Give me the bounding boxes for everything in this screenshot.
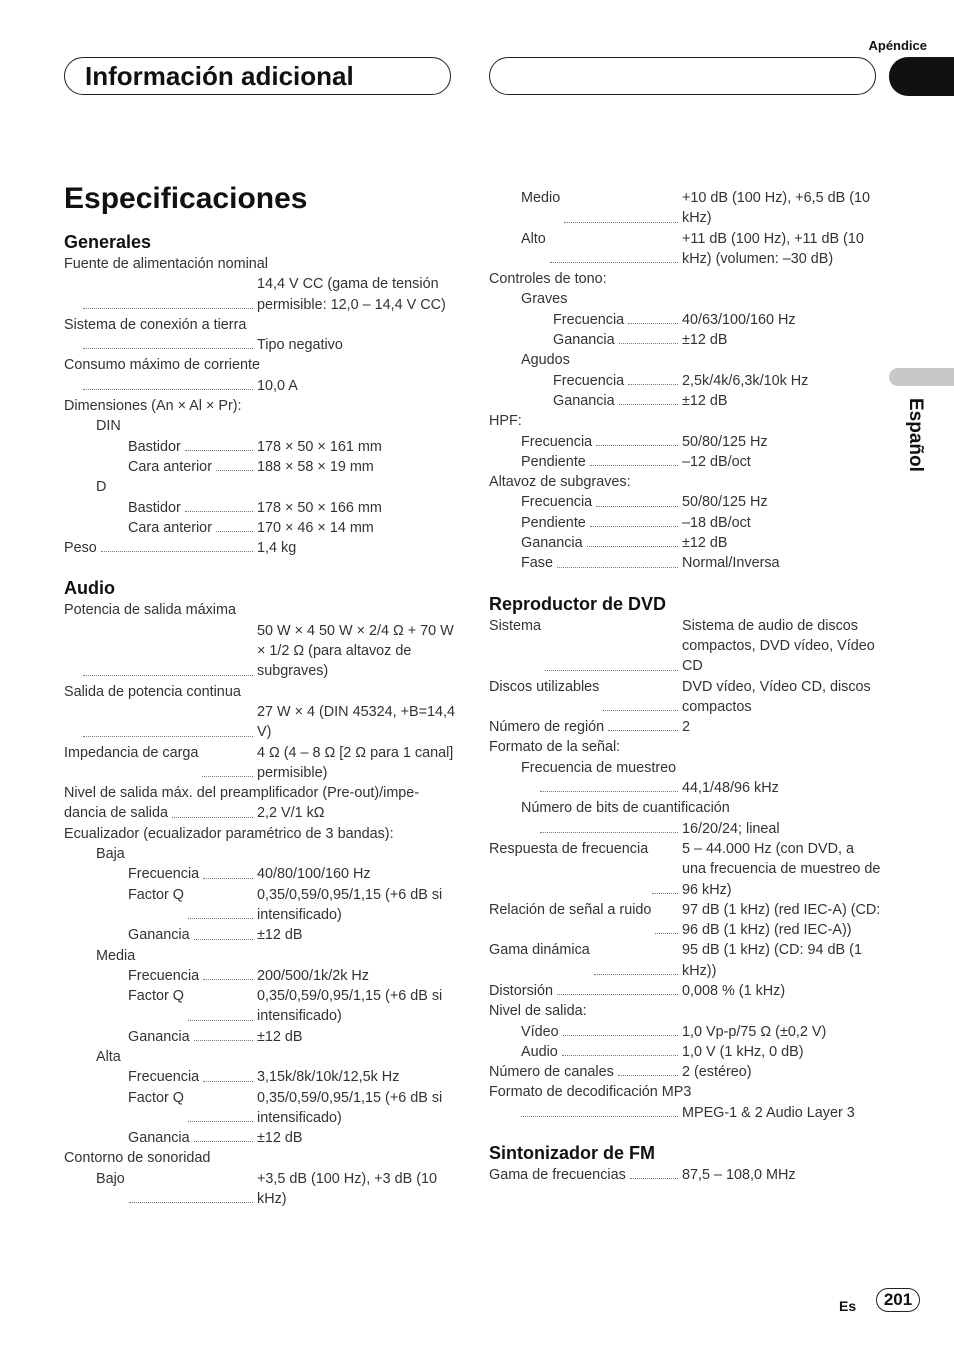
spec-value: 170 × 46 × 14 mm [257, 519, 374, 536]
spec-row [64, 702, 456, 743]
dot-leader [628, 310, 678, 324]
dot-leader [83, 335, 253, 349]
spec-value: 14,4 V CC (gama de tensión permisible: 12,0 – 14,4 V CC) [257, 276, 446, 313]
dot-leader [619, 330, 678, 344]
spec-heading: Potencia de salida máxima [64, 602, 236, 619]
dot-leader [129, 1169, 253, 1204]
spec-value: 5 – 44.000 Hz (con DVD, a una frecuencia de muestreo de 96 kHz) [682, 840, 881, 898]
spec-value: 2 [682, 719, 691, 736]
dot-leader [172, 803, 253, 817]
dot-leader [188, 1088, 253, 1123]
dot-leader [557, 553, 678, 567]
spec-value: ±12 dB [682, 332, 728, 349]
dot-leader [185, 498, 253, 512]
dot-leader [596, 432, 678, 446]
spec-row [64, 1088, 456, 1129]
spec-heading: Sistema de conexión a tierra [64, 316, 247, 333]
spec-label: Cara anterior [128, 519, 212, 536]
spec-label: Bajo [96, 1170, 125, 1187]
spec-row [489, 330, 881, 350]
spec-row [489, 1165, 881, 1185]
spec-heading: Media [96, 947, 136, 964]
spec-row [64, 925, 456, 945]
dot-leader [587, 533, 678, 547]
spec-heading: Nivel de salida máx. del preamplificador (Pre-out)/impe- [64, 785, 420, 802]
spec-row [64, 518, 456, 538]
spec-row [489, 553, 881, 573]
dot-leader [83, 274, 253, 309]
spec-label: Frecuencia [128, 1069, 200, 1086]
dot-leader [194, 1128, 253, 1142]
spec-label: Gama dinámica [489, 942, 590, 959]
spec-heading: Agudos [521, 352, 570, 369]
spec-value: 0,35/0,59/0,95/1,15 (+6 dB si intensificado) [257, 886, 443, 923]
spec-label: Frecuencia [128, 967, 200, 984]
dot-leader [594, 940, 678, 975]
spec-row [64, 803, 456, 823]
spec-row [64, 885, 456, 926]
spec-value: 4 Ω (4 – 8 Ω [2 Ω para 1 canal] permisible) [257, 744, 454, 781]
spec-value: ±12 dB [682, 535, 728, 552]
spec-row [489, 717, 881, 737]
spec-heading: Consumo máximo de corriente [64, 357, 260, 374]
dot-leader [618, 1062, 678, 1076]
spec-label: Impedancia de carga [64, 744, 199, 761]
spec-value: 178 × 50 × 161 mm [257, 438, 382, 455]
spec-label: Ganancia [128, 1130, 190, 1147]
spec-heading: Dimensiones (An × Al × Pr): [64, 398, 242, 415]
spec-heading: Nivel de salida: [489, 1003, 587, 1020]
spec-row [489, 616, 881, 677]
page-title: Especificaciones [64, 182, 308, 215]
spec-row [64, 1128, 456, 1148]
dot-leader [194, 1027, 253, 1041]
spec-row [489, 229, 881, 270]
spec-value: 27 W × 4 (DIN 45324, +B=14,4 V) [257, 703, 455, 741]
dot-leader [652, 839, 678, 894]
spec-row [489, 391, 881, 411]
spec-row [489, 900, 881, 941]
spec-label: Bastidor [128, 499, 181, 516]
spec-label: Ganancia [521, 535, 583, 552]
section-heading: Generales [64, 232, 152, 252]
spec-value: –12 dB/oct [682, 453, 751, 470]
section-tab [889, 57, 954, 96]
spec-row [64, 335, 456, 355]
spec-value: +11 dB (100 Hz), +11 dB (10 kHz) (volumen: –30 dB) [682, 230, 864, 267]
spec-value: 10,0 A [257, 377, 298, 394]
spec-value: 50/80/125 Hz [682, 494, 768, 511]
spec-value: 40/80/100/160 Hz [257, 866, 371, 883]
spec-row [489, 533, 881, 553]
dot-leader [216, 457, 253, 471]
spec-value: 40/63/100/160 Hz [682, 311, 796, 328]
dot-leader [83, 621, 253, 676]
header-title-box [64, 57, 451, 95]
spec-row [489, 452, 881, 472]
spec-value: 44,1/48/96 kHz [682, 780, 779, 797]
spec-heading: Frecuencia de muestreo [521, 759, 677, 776]
dot-leader [596, 492, 678, 506]
spec-label: Respuesta de frecuencia [489, 840, 649, 857]
spec-value: 0,35/0,59/0,95/1,15 (+6 dB si intensificado) [257, 988, 443, 1025]
spec-row [489, 839, 881, 900]
spec-heading: Baja [96, 846, 125, 863]
spec-row [489, 1042, 881, 1062]
spec-value: Tipo negativo [257, 337, 343, 354]
spec-label: Cara anterior [128, 458, 212, 475]
dot-leader [655, 900, 678, 935]
spec-label: Fase [521, 555, 553, 572]
spec-row [489, 432, 881, 452]
spec-label: Factor Q [128, 1089, 184, 1106]
spec-label: Ganancia [553, 392, 615, 409]
dot-leader [101, 538, 253, 552]
spec-value: 0,35/0,59/0,95/1,15 (+6 dB si intensificado) [257, 1089, 443, 1126]
dot-leader [590, 513, 678, 527]
dot-leader [545, 616, 678, 671]
spec-value: ±12 dB [257, 927, 303, 944]
spec-row [489, 1022, 881, 1042]
spec-heading: Salida de potencia continua [64, 683, 241, 700]
spec-label: Ganancia [128, 1028, 190, 1045]
spec-heading: Alta [96, 1048, 121, 1065]
spec-value: 16/20/24; lineal [682, 820, 780, 837]
spec-label: Peso [64, 540, 97, 557]
spec-row [64, 437, 456, 457]
spec-label: Frecuencia [128, 866, 200, 883]
spec-label: Bastidor [128, 438, 181, 455]
spec-label: Frecuencia [553, 311, 625, 328]
spec-label: Gama de frecuencias [489, 1167, 626, 1184]
spec-heading: Ecualizador (ecualizador paramétrico de 3 bandas): [64, 825, 394, 842]
spec-value: 95 dB (1 kHz) (CD: 94 dB (1 kHz)) [682, 942, 862, 979]
spec-label: Pendiente [521, 453, 586, 470]
dot-leader [630, 1165, 678, 1179]
spec-row [64, 1067, 456, 1087]
spec-row [489, 1103, 881, 1123]
spec-value: 2 (estéreo) [682, 1064, 752, 1081]
spec-value: 2,2 V/1 kΩ [257, 805, 325, 822]
spec-value: 2,5k/4k/6,3k/10k Hz [682, 372, 809, 389]
spec-label: Ganancia [553, 332, 615, 349]
spec-label: Ganancia [128, 927, 190, 944]
spec-value: 50/80/125 Hz [682, 433, 768, 450]
spec-label: Sistema [489, 617, 541, 634]
spec-row [64, 1027, 456, 1047]
spec-row [64, 498, 456, 518]
dot-leader [203, 864, 253, 878]
spec-row [489, 492, 881, 512]
spec-label: dancia de salida [64, 805, 169, 822]
dot-leader [603, 677, 678, 712]
dot-leader [564, 188, 678, 223]
dot-leader [188, 885, 253, 920]
spec-heading: Formato de la señal: [489, 739, 621, 756]
dot-leader [203, 966, 253, 980]
spec-row [64, 376, 456, 396]
spec-row [64, 864, 456, 884]
spec-label: Frecuencia [521, 494, 593, 511]
dot-leader [563, 1022, 678, 1036]
language-tab [889, 368, 954, 386]
spec-heading: Contorno de sonoridad [64, 1150, 211, 1167]
spec-value: ±12 dB [257, 1028, 303, 1045]
spec-heading: Formato de decodificación MP3 [489, 1084, 692, 1101]
spec-label: Frecuencia [521, 433, 593, 450]
spec-heading: HPF: [489, 413, 522, 430]
spec-heading: Fuente de alimentación nominal [64, 256, 268, 272]
spec-value: ±12 dB [682, 392, 728, 409]
spec-row [489, 778, 881, 798]
spec-heading: Graves [521, 291, 568, 308]
spec-row [489, 188, 881, 229]
dot-leader [540, 819, 678, 833]
dot-leader [590, 452, 678, 466]
spec-value: 1,0 Vp-p/75 Ω (±0,2 V) [682, 1023, 827, 1040]
spec-label: Número de región [489, 719, 605, 736]
dot-leader [203, 1067, 253, 1081]
spec-heading: Altavoz de subgraves: [489, 474, 631, 491]
header-empty-box [489, 57, 876, 95]
dot-leader [540, 778, 678, 792]
spec-row [489, 819, 881, 839]
spec-value: MPEG-1 & 2 Audio Layer 3 [682, 1104, 855, 1121]
spec-label: Factor Q [128, 988, 184, 1005]
spec-value: Sistema de audio de discos compactos, DVD vídeo, Vídeo CD [682, 617, 875, 675]
spec-row [64, 1169, 456, 1210]
spec-row [489, 981, 881, 1001]
dot-leader [185, 437, 253, 451]
spec-label: Pendiente [521, 514, 586, 531]
dot-leader [562, 1042, 678, 1056]
spec-label: Medio [521, 190, 561, 206]
left-column [64, 230, 456, 1209]
spec-label: Número de canales [489, 1064, 614, 1081]
section-label: Apéndice [868, 38, 927, 53]
spec-row [489, 371, 881, 391]
page-number: 201 [876, 1288, 920, 1312]
spec-value: 188 × 58 × 19 mm [257, 458, 374, 475]
spec-row [489, 940, 881, 981]
spec-value: 1,0 V (1 kHz, 0 dB) [682, 1043, 804, 1060]
spec-value: 200/500/1k/2k Hz [257, 967, 369, 984]
header-title: Información adicional [85, 61, 354, 91]
spec-value: 87,5 – 108,0 MHz [682, 1167, 796, 1184]
spec-value: 1,4 kg [257, 540, 297, 557]
spec-value: 97 dB (1 kHz) (red IEC-A) (CD: 96 dB (1 kHz) (red IEC-A)) [682, 901, 881, 939]
dot-leader [628, 371, 678, 385]
section-heading: Reproductor de DVD [489, 593, 667, 614]
spec-row [64, 621, 456, 682]
language-label: Español [905, 398, 926, 472]
spec-value: DVD vídeo, Vídeo CD, discos compactos [682, 678, 871, 715]
dot-leader [557, 981, 678, 995]
spec-row [489, 677, 881, 718]
spec-row [64, 274, 456, 315]
spec-label: Vídeo [521, 1023, 559, 1040]
spec-heading: D [96, 479, 107, 496]
spec-value: 0,008 % (1 kHz) [682, 982, 786, 999]
spec-value: 178 × 50 × 166 mm [257, 499, 382, 516]
footer-lang-code: Es [839, 1298, 857, 1314]
spec-row [489, 310, 881, 330]
dot-leader [194, 925, 253, 939]
right-column [489, 188, 881, 1185]
spec-heading: Controles de tono: [489, 271, 607, 288]
spec-label: Frecuencia [553, 372, 625, 389]
dot-leader [202, 743, 253, 778]
dot-leader [608, 717, 678, 731]
spec-heading: Número de bits de cuantificación [521, 800, 730, 817]
spec-row [64, 457, 456, 477]
spec-row [64, 966, 456, 986]
spec-value: Normal/Inversa [682, 555, 780, 572]
spec-row [64, 743, 456, 784]
spec-row [489, 1062, 881, 1082]
dot-leader [550, 229, 678, 264]
dot-leader [188, 986, 253, 1021]
spec-heading: DIN [96, 418, 121, 435]
spec-value: +10 dB (100 Hz), +6,5 dB (10 kHz) [682, 190, 870, 227]
spec-row [489, 513, 881, 533]
spec-value: +3,5 dB (100 Hz), +3 dB (10 kHz) [257, 1170, 437, 1208]
spec-label: Distorsión [489, 982, 553, 999]
spec-row [64, 986, 456, 1027]
spec-label: Factor Q [128, 886, 184, 903]
dot-leader [83, 376, 253, 390]
dot-leader [619, 391, 678, 405]
dot-leader [521, 1103, 678, 1117]
spec-label: Audio [521, 1043, 558, 1060]
spec-value: 3,15k/8k/10k/12,5k Hz [257, 1069, 400, 1086]
spec-value: 50 W × 4 50 W × 2/4 Ω + 70 W × 1/2 Ω (para altavoz de subgraves) [257, 622, 454, 680]
dot-leader [83, 702, 253, 737]
dot-leader [216, 518, 253, 532]
spec-value: ±12 dB [257, 1130, 303, 1147]
spec-label: Relación de señal a ruido [489, 901, 652, 918]
spec-value: –18 dB/oct [682, 514, 751, 531]
section-heading: Sintonizador de FM [489, 1143, 655, 1164]
section-heading: Audio [64, 578, 115, 599]
spec-row [64, 538, 456, 558]
spec-label: Alto [521, 230, 546, 247]
spec-label: Discos utilizables [489, 678, 600, 695]
